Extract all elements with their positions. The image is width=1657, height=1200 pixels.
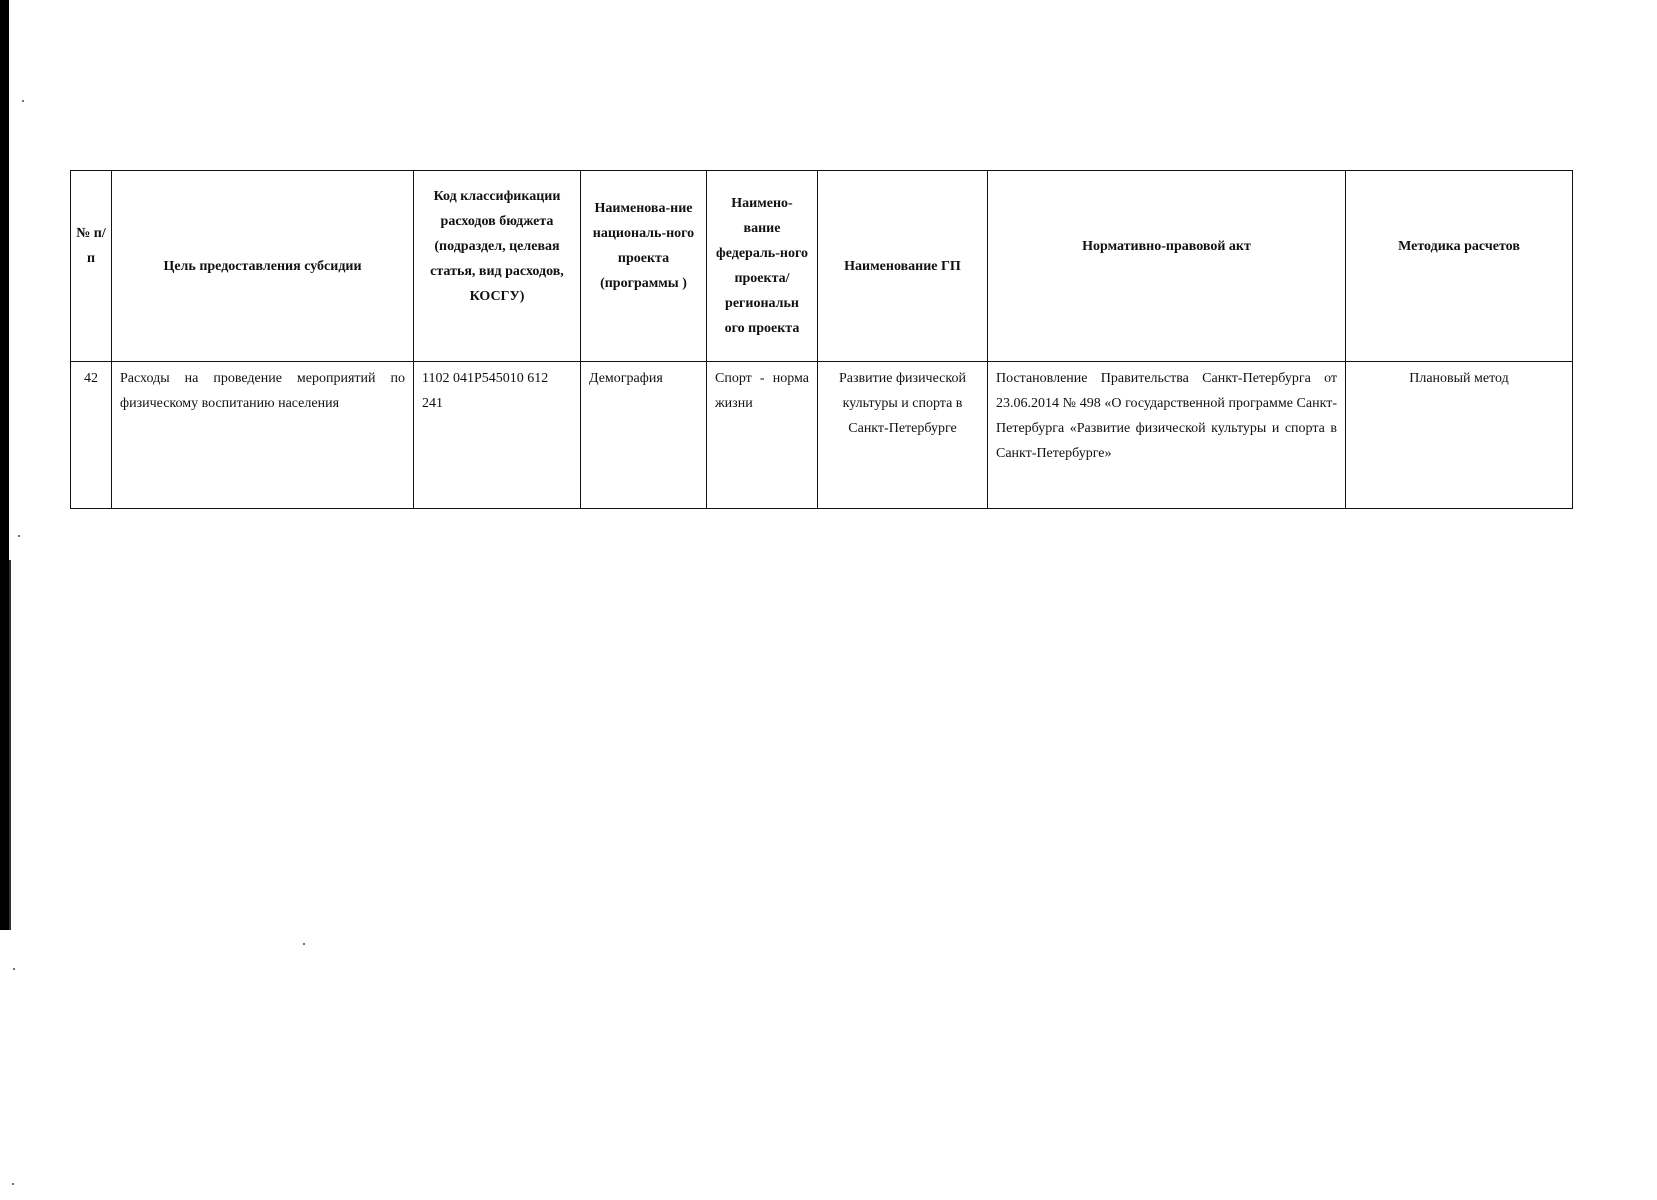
table-row <box>71 362 1573 509</box>
header-national-project: Наименова-ние националь-ного проекта (программы ) <box>581 171 707 362</box>
cell-gp-name: Развитие физической культуры и спорта в Санкт-Петербурге <box>818 362 988 509</box>
scan-left-edge <box>0 0 9 930</box>
cell-legal-act: Постановление Правительства Санкт-Петербурга от 23.06.2014 № 498 «О государственной программе Санкт-Петербурга «Развитие физической культуры и спорта в Санкт-Петербурге» <box>988 362 1346 509</box>
scan-speck <box>18 535 20 537</box>
cell-num: 42 <box>71 362 112 509</box>
cell-national-project: Демография <box>581 362 707 509</box>
cell-federal-project: Спорт - норма жизни <box>707 362 818 509</box>
subsidy-table <box>70 170 1573 509</box>
scan-speck <box>22 100 24 102</box>
header-legal-act: Нормативно-правовой акт <box>988 171 1346 362</box>
scan-speck <box>303 943 305 945</box>
header-budget-code: Код классификации расходов бюджета (подраздел, целевая статья, вид расходов, КОСГУ) <box>414 171 581 362</box>
scan-speck <box>12 1183 14 1185</box>
table-header-row <box>71 171 1573 362</box>
header-method: Методика расчетов <box>1346 171 1573 362</box>
header-goal: Цель предоставления субсидии <box>112 171 414 362</box>
scan-left-edge-shadow <box>9 560 11 930</box>
header-gp-name: Наименование ГП <box>818 171 988 362</box>
cell-goal: Расходы на проведение мероприятий по физическому воспитанию населения <box>112 362 414 509</box>
scan-speck <box>13 968 15 970</box>
header-federal-project: Наимено-вание федераль-ного проекта/ региональн ого проекта <box>707 171 818 362</box>
header-num: № п/п <box>71 171 112 362</box>
cell-method: Плановый метод <box>1346 362 1573 509</box>
cell-budget-code: 1102 041Р545010 612 241 <box>414 362 581 509</box>
